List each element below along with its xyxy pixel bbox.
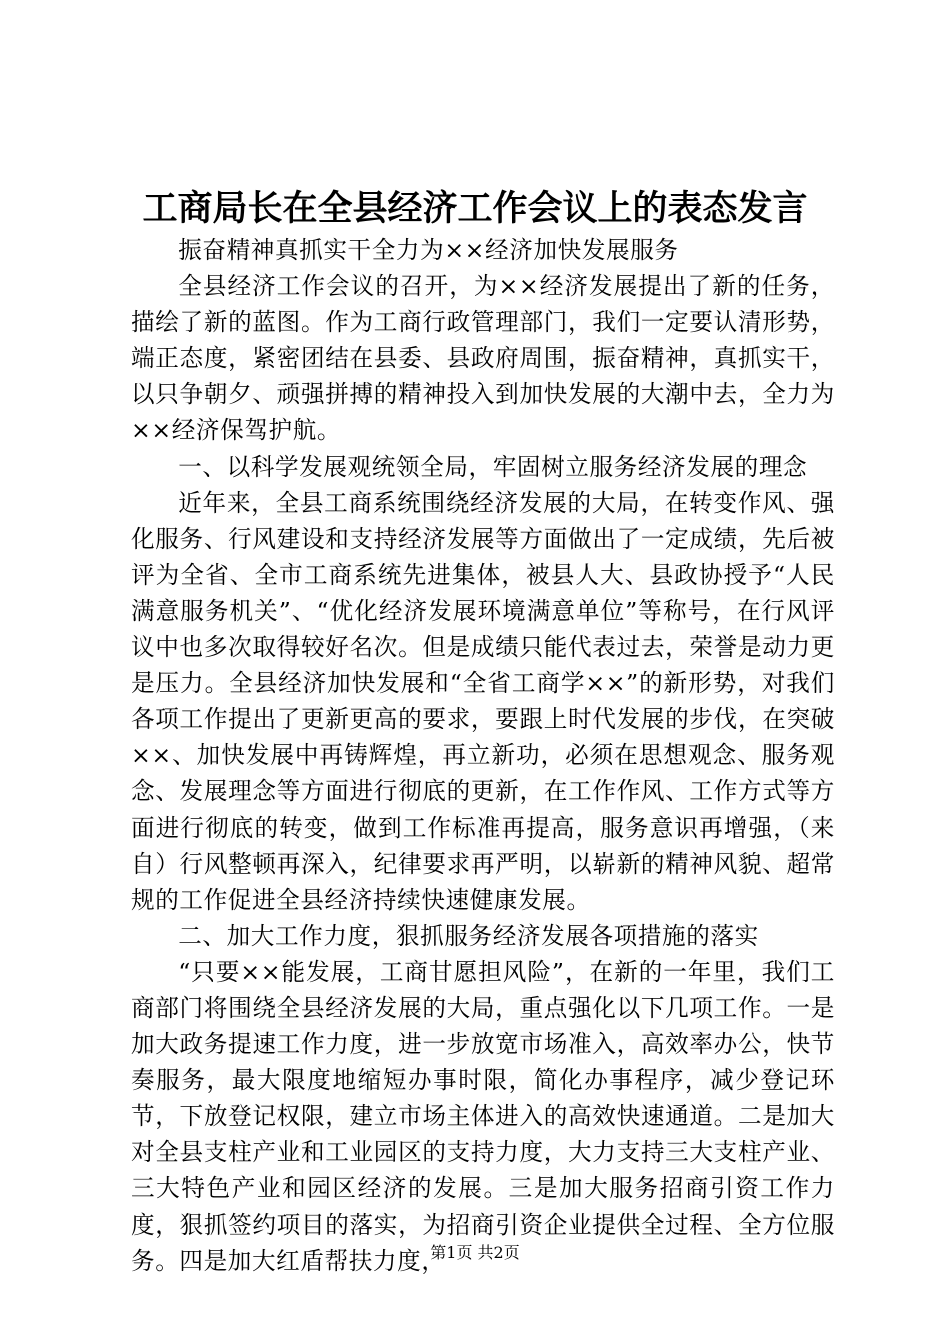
paragraph-section-2: “只要××能发展，工商甘愿担风险”，在新的一年里，我们工商部门将围绕全县经济发展的大局，重点强化以下几项工作。一是加大政务提速工作力度，进一步放宽市场准入，高效率办公，快节奏服务，最大限度地缩短办事时限，简化办事程序，减少登记环节，下放登记权限，建立市场主体进入的高效快速通道。二是加大对全县支柱产业和工业园区的支持力度，大力支持三大支柱产业、三大特色产业和园区经济的发展。三是加大服务招商引资工作力度，狠抓签约项目的落实，为招商引资企业提供全过程、全方位服务。四是加大红盾帮扶力度， — [131, 957, 835, 1275]
page-number-footer: 第1页 共2页 — [430, 1243, 520, 1262]
paragraph-intro: 全县经济工作会议的召开，为××经济发展提出了新的任务，描绘了新的蓝图。作为工商行政管理部门，我们一定要认清形势，端正态度，紧密团结在县委、县政府周围，振奋精神，真抓实干，以只争朝夕、顽强拼搏的精神投入到加快发展的大潮中去，全力为××经济保驾护航。 — [131, 272, 835, 445]
document-body — [131, 232, 835, 1279]
document-subtitle: 振奋精神真抓实干全力为××经济加快发展服务 — [178, 236, 679, 264]
paragraph-section-1: 近年来，全县工商系统围绕经济发展的大局，在转变作风、强化服务、行风建设和支持经济发展等方面做出了一定成绩，先后被评为全省、全市工商系统先进集体，被县人大、县政协授予“人民满意服务机关”、“优化经济发展环境满意单位”等称号，在行风评议中也多次取得较好名次。但是成绩只能代表过去，荣誉是动力更是压力。全县经济加快发展和“全省工商学××”的新形势，对我们各项工作提出了更新更高的要求，要跟上时代发展的步伐，在突破××、加快发展中再铸辉煌，再立新功，必须在思想观念、服务观念、发展理念等方面进行彻底的更新，在工作作风、工作方式等方面进行彻底的转变，做到工作标准再提高，服务意识再增强，（来自）行风整顿再深入，纪律要求再严明，以崭新的精神风貌、超常规的工作促进全县经济持续快速健康发展。 — [131, 488, 835, 914]
section-heading-1: 一、以科学发展观统领全局，牢固树立服务经济发展的理念 — [178, 452, 808, 481]
document-title: 工商局长在全县经济工作会议上的表态发言 — [142, 188, 808, 229]
section-heading-2: 二、加大工作力度，狠抓服务经济发展各项措施的落实 — [178, 921, 759, 950]
